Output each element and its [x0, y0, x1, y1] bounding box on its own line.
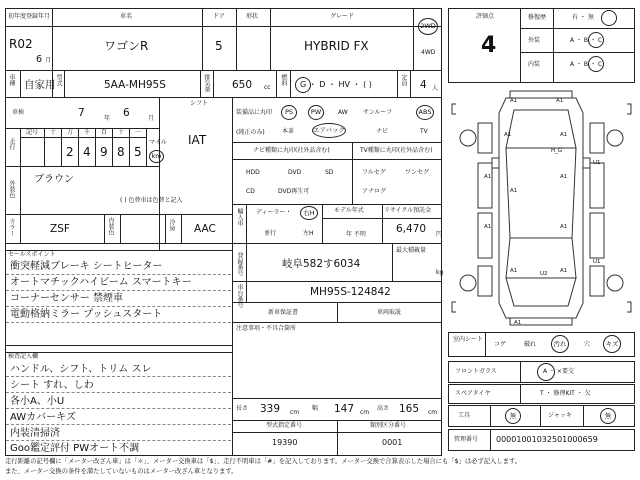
- yen-unit: 円: [436, 231, 443, 238]
- fuel-label: 燃料: [280, 74, 287, 86]
- first-reg-label: 初年度登録年月: [8, 13, 51, 20]
- mileage-record-label: 記号: [26, 129, 39, 136]
- max-load-label: 最大積載量: [396, 247, 427, 254]
- exterior-grade-value: A ・ B ・ C: [570, 37, 603, 44]
- category-label: 車種: [8, 74, 15, 86]
- color-no-label: カラー: [8, 218, 15, 236]
- fuel-value: G ・ D ・ HV ・ ( ): [300, 80, 372, 89]
- recycle-fee-value: 6,470: [396, 223, 427, 235]
- class-no-label: 類別区分番号: [370, 422, 407, 429]
- repair-label: 修復歴: [528, 14, 547, 21]
- damage-mark-rear-left: A1: [510, 268, 518, 274]
- tv-oneseg: ワンセグ: [405, 169, 430, 176]
- interior-grade-circle: [588, 56, 604, 72]
- chassis-label: 車台番号: [236, 284, 243, 308]
- management-value: 00001001032501000659: [496, 435, 598, 444]
- inspection-month-unit: 月: [148, 115, 155, 122]
- seat-tear: 破れ: [524, 341, 537, 348]
- kg-unit: kg: [436, 269, 444, 276]
- drive-4wd: 4WD: [421, 49, 436, 56]
- interior-seat-label: 室内シート: [453, 336, 484, 343]
- type-label: 型式: [55, 74, 62, 86]
- sales-point-line-0: 衝突軽減ブレーキ シートヒーター: [10, 261, 163, 272]
- shape-label: 形状: [246, 13, 259, 20]
- equip-pw-circle: PW: [308, 105, 324, 120]
- repair-value: 有 ・ 無: [572, 14, 594, 21]
- equipment-sub-label: (純正のみ): [236, 129, 265, 136]
- inspector-note-line-3: AWカバーキズ: [10, 412, 76, 423]
- mileage-digit-2: 4: [83, 145, 91, 159]
- grade-label: グレード: [330, 13, 355, 20]
- import-label: 輸入車: [236, 208, 243, 226]
- aircon-label: 冷房: [168, 219, 175, 231]
- inspector-note-line-5: Goo鑑定評付 PWオート不調: [10, 443, 140, 454]
- model-year-value: 年 不明: [346, 231, 366, 238]
- damage-mark-rear-panel: U2: [540, 271, 548, 277]
- first-reg-era: R02: [9, 37, 33, 51]
- repair-none-circle: [601, 10, 617, 26]
- damage-mark-left-door-front: A1: [484, 174, 492, 180]
- damage-mark-left-door-rear: A1: [484, 224, 492, 230]
- navi-dvd: DVD: [288, 169, 302, 176]
- inspector-notes-label: 検査記入欄: [8, 353, 39, 360]
- tv-fullseg: フルセグ: [362, 169, 386, 176]
- import-dealer: ディーラー・: [256, 209, 292, 216]
- aircon-value: AAC: [194, 223, 216, 235]
- sales-point-line-2: コーナーセンサー 禁煙車: [10, 293, 123, 304]
- navi-hdd: HDD: [246, 169, 260, 176]
- length-value: 339: [260, 403, 281, 415]
- height-value: 165: [399, 403, 420, 415]
- interior-grade-value: A ・ B ・ C: [570, 61, 603, 68]
- capacity-value: 4: [420, 79, 427, 91]
- exterior-grade-circle: [588, 32, 604, 48]
- inspector-note-line-0: ハンドル、シフト、トリム スレ: [10, 364, 152, 375]
- model-year-label: モデル年式: [334, 207, 364, 214]
- spare-value: T ・ 修理KIT ・ 欠: [540, 390, 591, 397]
- mileage-digit-5: 5: [134, 145, 142, 159]
- height-label: 高さ: [377, 405, 390, 412]
- doors-label: ドア: [213, 13, 225, 20]
- height-unit: cm: [428, 409, 438, 416]
- mile-label: マイル: [149, 139, 167, 146]
- exterior-color-value: ブラウン: [34, 174, 74, 185]
- footer-line-1: 走行距離の記号欄に「メーター改ざん車」は「＊」、メーター交換車は「$」、走行不明車は「#」を記入しております。メーター交換で合算表示した場合にも「$」は必ず記入します。: [5, 458, 522, 465]
- damage-mark-fender-right: A1: [560, 132, 568, 138]
- digit-header-2: 千: [84, 129, 91, 136]
- displacement-unit: cc: [264, 84, 271, 91]
- equip-leather: 本革: [282, 128, 295, 135]
- model-label: 車名: [120, 13, 133, 20]
- sales-point-line-1: オートマチックハイビーム スマートキー: [10, 277, 192, 288]
- digit-header-3: 百: [101, 129, 108, 136]
- management-label: 管理番号: [454, 436, 479, 443]
- import-parallel: 並行: [264, 230, 277, 237]
- damage-mark-left-step: A1: [510, 188, 518, 194]
- navi-cd: CD: [246, 188, 255, 195]
- tools-none-circle: 無: [505, 408, 521, 424]
- category-value: 自家用: [24, 79, 56, 91]
- inspection-year-unit: 年: [104, 115, 111, 122]
- tv-analog: アナログ: [362, 188, 387, 195]
- inspection-label: 車検: [12, 109, 25, 116]
- mileage-digit-1: 2: [66, 145, 74, 159]
- inspection-month: 6: [123, 107, 130, 119]
- front-glass-value: A ・ ×要交: [543, 368, 574, 375]
- length-label: 長さ: [236, 405, 249, 412]
- digit-header-4: 十: [118, 129, 125, 136]
- equip-tv: TV: [420, 128, 428, 135]
- equip-abs-circle: ABS: [416, 105, 434, 120]
- width-label: 幅: [312, 405, 319, 412]
- import-right-hand-circle: 右H: [300, 206, 318, 220]
- damage-mark-right-door-rear: A1: [560, 224, 568, 230]
- navi-header: ナビ種類に丸印(社外品含む): [253, 147, 330, 154]
- jack-none-circle: 無: [600, 408, 616, 424]
- inspector-note-line-2: 各小A、小U: [10, 396, 65, 407]
- vehicle-manual: 車両取説: [377, 309, 402, 316]
- recycle-fee-label: リサイクル預託金: [384, 207, 432, 214]
- inspector-note-line-1: シート すれ、しわ: [10, 380, 94, 391]
- score-value: 4: [481, 33, 497, 58]
- score-label: 評価点: [476, 13, 495, 20]
- navi-dvd-play: DVD再生可: [278, 188, 310, 195]
- class-no-value: 0001: [382, 438, 403, 447]
- front-glass-label: フロントガラス: [455, 368, 497, 375]
- jack-label: ジャッキ: [548, 412, 572, 419]
- interior-grade-label: 内装: [528, 61, 541, 68]
- seat-burn: コゲ: [494, 341, 507, 348]
- displacement-label: 排気量: [203, 74, 210, 92]
- import-left-hand: 左H: [303, 230, 314, 237]
- damage-mark-right-door-front: U1: [593, 160, 601, 166]
- km-circle: km: [149, 150, 164, 163]
- digit-header-1: 万: [67, 129, 74, 136]
- shift-value: IAT: [188, 133, 207, 147]
- equip-aw: AW: [338, 109, 348, 116]
- doors-value: 5: [215, 39, 223, 53]
- seat-stain-circle: 汚れ: [551, 335, 569, 353]
- inspector-note-line-4: 内装清掃済: [10, 428, 60, 439]
- equip-navi: ナビ: [376, 128, 389, 135]
- navi-sd: SD: [325, 169, 334, 176]
- exterior-grade-label: 外装: [528, 37, 541, 44]
- month-unit: 月: [45, 57, 52, 64]
- digit-header-5: 一: [135, 129, 142, 136]
- color-no-value: ZSF: [50, 223, 70, 235]
- footer-line-2: また、メーター交換の条件を満たしていないものはメーター改ざん車となります。: [5, 468, 238, 475]
- shift-label: シフト: [190, 100, 209, 107]
- car-damage-diagram: [448, 88, 635, 328]
- plate-label: 登録番号: [236, 252, 243, 276]
- mileage-label: 走行: [8, 138, 15, 150]
- exterior-label: 外装色: [8, 180, 15, 198]
- interior-color-label: 内装色: [107, 217, 114, 235]
- plate-value: 岐阜582す6034: [282, 258, 361, 270]
- seat-scratch-circle: キズ: [603, 335, 621, 353]
- damage-mark-roof: H_G: [551, 148, 563, 154]
- first-reg-month: 6: [36, 54, 43, 65]
- equip-ps-circle: PS: [281, 105, 297, 120]
- displacement-value: 650: [232, 79, 253, 91]
- inspection-year: 7: [78, 107, 85, 119]
- length-unit: cm: [290, 409, 300, 416]
- type-value: 5AA-MH95S: [104, 79, 166, 91]
- spare-label: スペアタイヤ: [455, 390, 491, 397]
- sales-points-label: セールスポイント: [8, 251, 56, 258]
- mileage-digit-4: 8: [117, 145, 125, 159]
- exterior-note: ( ) 色替車は色替と記入: [120, 197, 183, 204]
- grade-value: HYBRID FX: [304, 39, 369, 53]
- new-car-warranty: 新車保証書: [268, 309, 299, 316]
- notes-label: 注意事項・不具合箇所: [236, 325, 297, 332]
- model-value: ワゴンR: [104, 39, 149, 53]
- mileage-digit-3: 9: [100, 145, 108, 159]
- type-no-label: 型式指定番号: [266, 422, 303, 429]
- damage-mark-fender-left: A1: [504, 132, 512, 138]
- damage-mark-rear-bumper: A1: [514, 320, 522, 326]
- damage-mark-right-pillar: A1: [560, 174, 568, 180]
- sales-point-line-3: 電動格納ミラー プッシュスタート: [10, 309, 163, 320]
- damage-mark-right-rear-quarter: U1: [593, 259, 601, 265]
- tv-header: TV種類に丸印(社外品含む): [360, 147, 433, 154]
- drive-2wd-circle: 2WD: [418, 18, 438, 35]
- width-value: 147: [334, 403, 355, 415]
- chassis-value: MH95S-124842: [310, 286, 391, 298]
- capacity-label: 定員: [400, 74, 407, 86]
- type-no-value: 19390: [272, 438, 298, 447]
- tools-label: 工具: [458, 412, 471, 419]
- damage-mark-rear-right: A1: [560, 268, 568, 274]
- capacity-unit: 人: [432, 85, 439, 92]
- equip-airbag-circle: エアバック: [312, 123, 346, 138]
- digit-header-0: 十: [50, 129, 57, 136]
- equip-sunroof: サンルーフ: [363, 109, 393, 116]
- seat-hole: 穴: [584, 341, 591, 348]
- damage-mark-front-bumper: A1: [510, 98, 518, 104]
- damage-mark-front-right: A1: [556, 98, 564, 104]
- equipment-label: 装備品に丸印: [236, 109, 273, 116]
- width-unit: cm: [360, 409, 370, 416]
